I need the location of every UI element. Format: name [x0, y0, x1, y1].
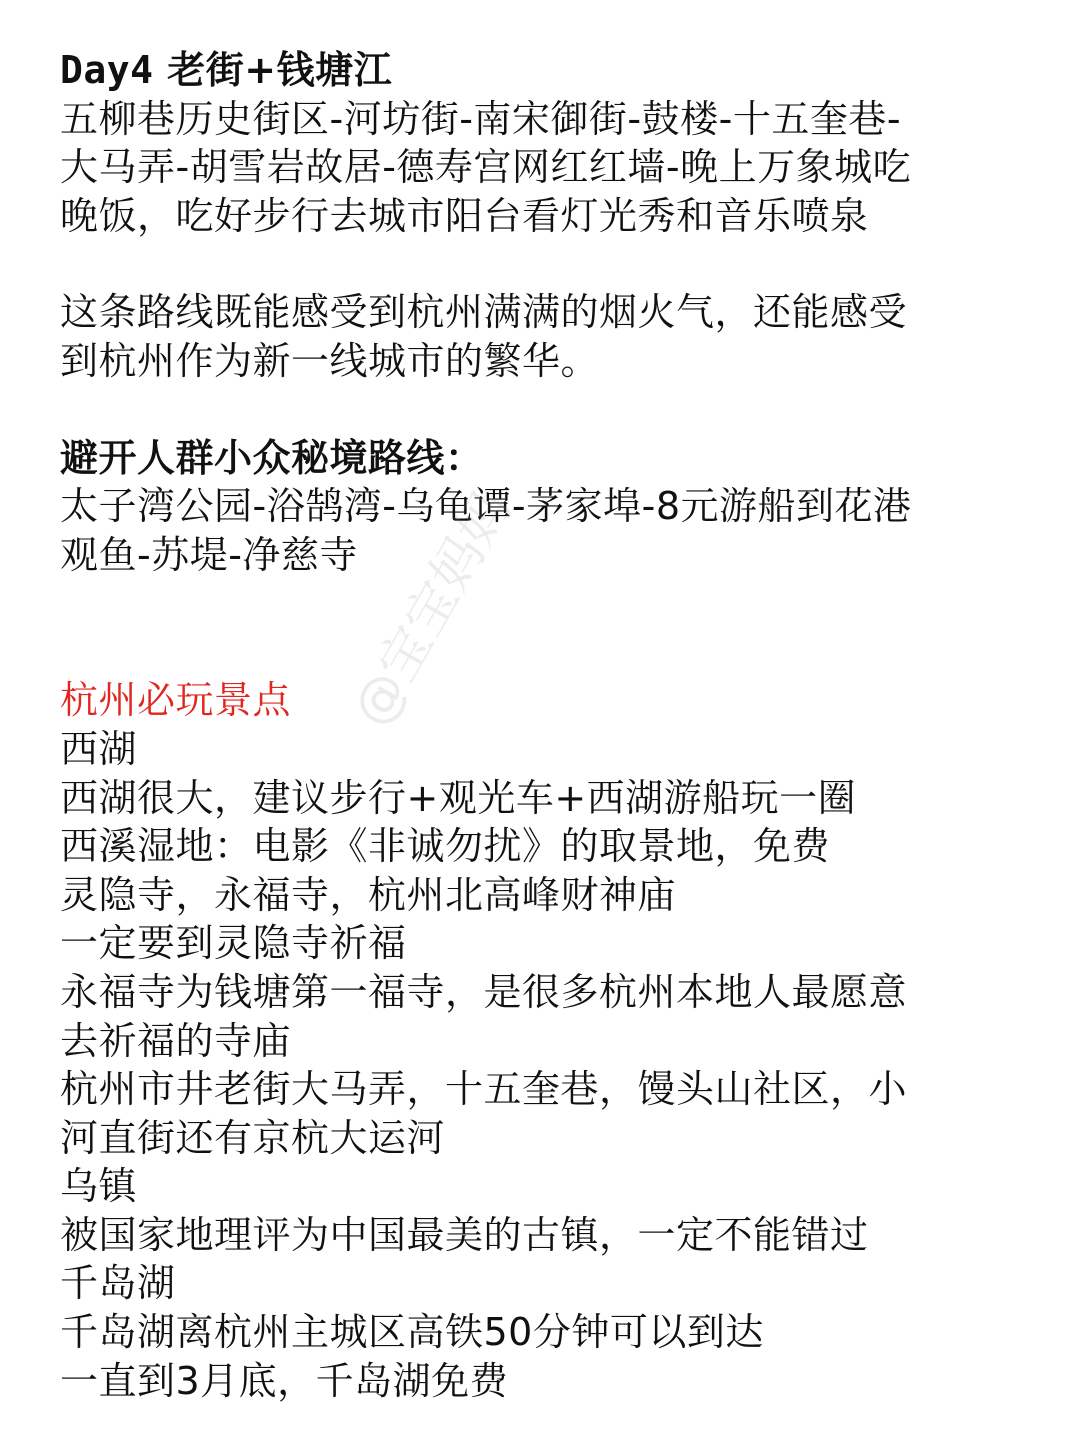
- must-see-heading: 杭州必玩景点: [60, 678, 292, 723]
- hidden-route-line: 太子湾公园-浴鹄湾-乌龟谭-茅家埠-8元游船到花港: [60, 484, 912, 529]
- day4-route-line: 晚饭，吃好步行去城市阳台看灯光秀和音乐喷泉: [60, 193, 869, 238]
- must-see-line: 被国家地理评为中国最美的古镇，一定不能错过: [60, 1212, 869, 1257]
- summary-line: 到杭州作为新一线城市的繁华。: [60, 338, 600, 383]
- spacer: [60, 579, 1020, 676]
- day4-route-line: 五柳巷历史街区-河坊街-南宋御街-鼓楼-十五奎巷-: [60, 96, 902, 141]
- must-see-line: 永福寺为钱塘第一福寺，是很多杭州本地人最愿意: [60, 969, 908, 1014]
- article-body: [60, 46, 1020, 1405]
- must-see-line: 一直到3月底，千岛湖免费: [60, 1358, 509, 1403]
- must-see-line: 千岛湖: [60, 1261, 176, 1306]
- must-see-line: 灵隐寺，永福寺，杭州北高峰财神庙: [60, 872, 677, 917]
- spacer: [60, 386, 1020, 434]
- must-see-line: 乌镇: [60, 1164, 138, 1209]
- must-see-line: 去祈福的寺庙: [60, 1018, 292, 1063]
- hidden-route-heading: 避开人群小众秘境路线：: [60, 435, 484, 480]
- must-see-line: 西湖: [60, 726, 138, 771]
- must-see-line: 杭州市井老街大马弄，十五奎巷，馒头山社区，小: [60, 1067, 908, 1112]
- must-see-line: 西湖很大，建议步行+观光车+西湖游船玩一圈: [60, 775, 857, 820]
- must-see-line: 一定要到灵隐寺祈福: [60, 921, 407, 966]
- day4-title-rest: 老街+钱塘江: [153, 48, 393, 92]
- day4-title: [60, 46, 1020, 95]
- must-see-line: 千岛湖离杭州主城区高铁50分钟可以到达: [60, 1310, 764, 1355]
- day4-route-line: 大马弄-胡雪岩故居-德寿宫网红红墙-晚上万象城吃: [60, 145, 912, 190]
- hidden-route-line: 观鱼-苏堤-净慈寺: [60, 532, 358, 577]
- must-see-line: 河直街还有京杭大运河: [60, 1115, 446, 1160]
- spacer: [60, 240, 1020, 288]
- must-see-line: 西溪湿地：电影《非诚勿扰》的取景地，免费: [60, 824, 831, 869]
- summary-line: 这条路线既能感受到杭州满满的烟火气，还能感受: [60, 290, 908, 335]
- watermark: @宝宝妈妈: [341, 481, 524, 737]
- day4-title-prefix: Day4: [60, 48, 154, 92]
